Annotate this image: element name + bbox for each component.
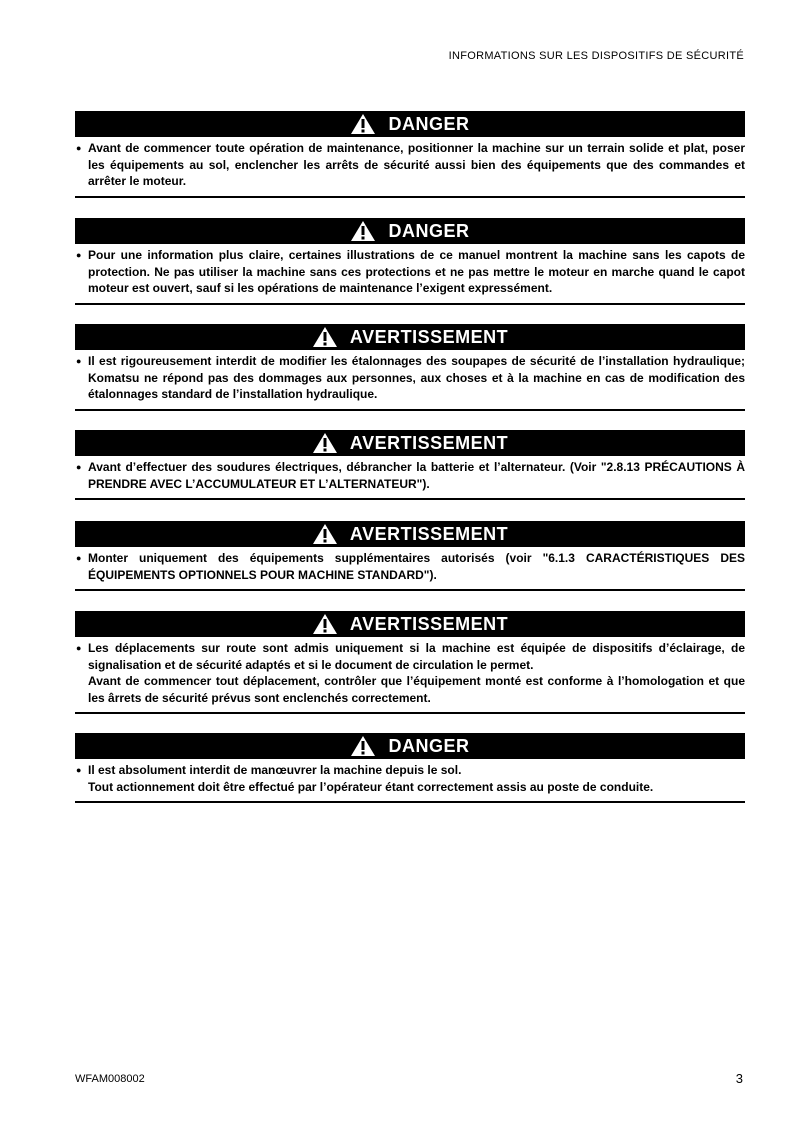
bullet-icon: ● [76, 356, 82, 366]
divider [75, 801, 745, 803]
notice-text [88, 762, 745, 795]
notice-banner [75, 521, 745, 547]
document-code: WFAM008002 [75, 1073, 145, 1085]
notice-text [88, 353, 745, 403]
notice-paragraph: Tout actionnement doit être effectué par l’opérateur étant correctement assis au poste de conduite. [88, 779, 654, 794]
bullet-icon: ● [76, 250, 82, 260]
notice-paragraph: Les déplacements sur route sont admis uniquement si la machine est équipée de dispositifs d’éclairage, de signalisation et de sécurité adaptés et si le document de circulation le permet. [88, 641, 745, 672]
notice-level: AVERTISSEMENT [349, 523, 509, 544]
notice-level: AVERTISSEMENT [349, 613, 509, 634]
divider [75, 303, 745, 305]
safety-notice [75, 611, 745, 714]
notice-banner [75, 218, 745, 244]
safety-notice [75, 111, 745, 198]
notice-paragraph: Avant d’effectuer des soudures électriques, débrancher la batterie et l’alternateur. (Voir "2.8.13 PRÉCAUTIONS À PRENDRE AVEC L’ACCUMULATEUR ET L’ALTERNATEUR"). [88, 460, 745, 491]
notice-text [88, 459, 745, 492]
notice-paragraph: Il est rigoureusement interdit de modifier les étalonnages des soupapes de sécurité de l’installation hydraulique; Komatsu ne répond pas des dommages aux personnes, aux choses et à la machine en cas de modification des étalonnages standard de l’installation hydraulique. [88, 354, 745, 401]
warning-triangle-icon [312, 523, 338, 545]
bullet-icon: ● [76, 462, 82, 472]
bullet-icon: ● [76, 765, 82, 775]
warning-triangle-icon [350, 113, 376, 135]
notice-level: AVERTISSEMENT [349, 326, 509, 347]
notice-level: AVERTISSEMENT [349, 432, 509, 453]
bullet-icon: ● [76, 643, 82, 653]
divider [75, 409, 745, 411]
warning-triangle-icon [350, 220, 376, 242]
warning-triangle-icon [312, 326, 338, 348]
notice-text [88, 640, 745, 706]
warning-triangle-icon [350, 735, 376, 757]
bullet-icon: ● [76, 143, 82, 153]
notice-level: DANGER [388, 735, 470, 756]
divider [75, 196, 745, 198]
notice-banner [75, 611, 745, 637]
page-number: 3 [735, 1071, 743, 1086]
notice-banner [75, 430, 745, 456]
warning-triangle-icon [312, 613, 338, 635]
divider [75, 498, 745, 500]
notice-paragraph: Monter uniquement des équipements supplémentaires autorisés (voir "6.1.3 CARACTÉRISTIQUES DES ÉQUIPEMENTS OPTIONNELS POUR MACHINE STANDARD"). [88, 551, 745, 582]
notice-banner [75, 324, 745, 350]
divider [75, 589, 745, 591]
safety-notice [75, 733, 745, 803]
safety-notice [75, 324, 745, 411]
notice-level: DANGER [388, 220, 470, 241]
divider [75, 712, 745, 714]
notice-paragraph: Avant de commencer toute opération de maintenance, positionner la machine sur un terrain solide et plat, poser les équipements au sol, enclencher les arrêts de sécurité aussi bien des équipements que des commandes et arrêter le moteur. [88, 141, 745, 188]
safety-notice [75, 218, 745, 305]
notice-level: DANGER [388, 113, 470, 134]
notice-text [88, 247, 745, 297]
bullet-icon: ● [76, 553, 82, 563]
safety-notice [75, 430, 745, 500]
page-header-title: INFORMATIONS SUR LES DISPOSITIFS DE SÉCURITÉ [448, 50, 744, 62]
warning-triangle-icon [312, 432, 338, 454]
notice-banner [75, 733, 745, 759]
notice-paragraph: Il est absolument interdit de manœuvrer la machine depuis le sol. [88, 763, 462, 777]
notice-text [88, 140, 745, 190]
notice-banner [75, 111, 745, 137]
safety-notice [75, 521, 745, 591]
notice-paragraph: Pour une information plus claire, certaines illustrations de ce manuel montrent la machine sans les capots de protection. Ne pas utiliser la machine sans ces protections et ne pas mettre le moteur en marche quand le capot moteur est ouvert, sauf si les opérations de maintenance l’exigent expressément. [88, 248, 745, 295]
notice-paragraph: Avant de commencer tout déplacement, contrôler que l’équipement monté est conforme à l’homologation et que les ârrets de sécurité prévus sont enclenchés correctement. [88, 674, 745, 705]
notice-text [88, 550, 745, 583]
